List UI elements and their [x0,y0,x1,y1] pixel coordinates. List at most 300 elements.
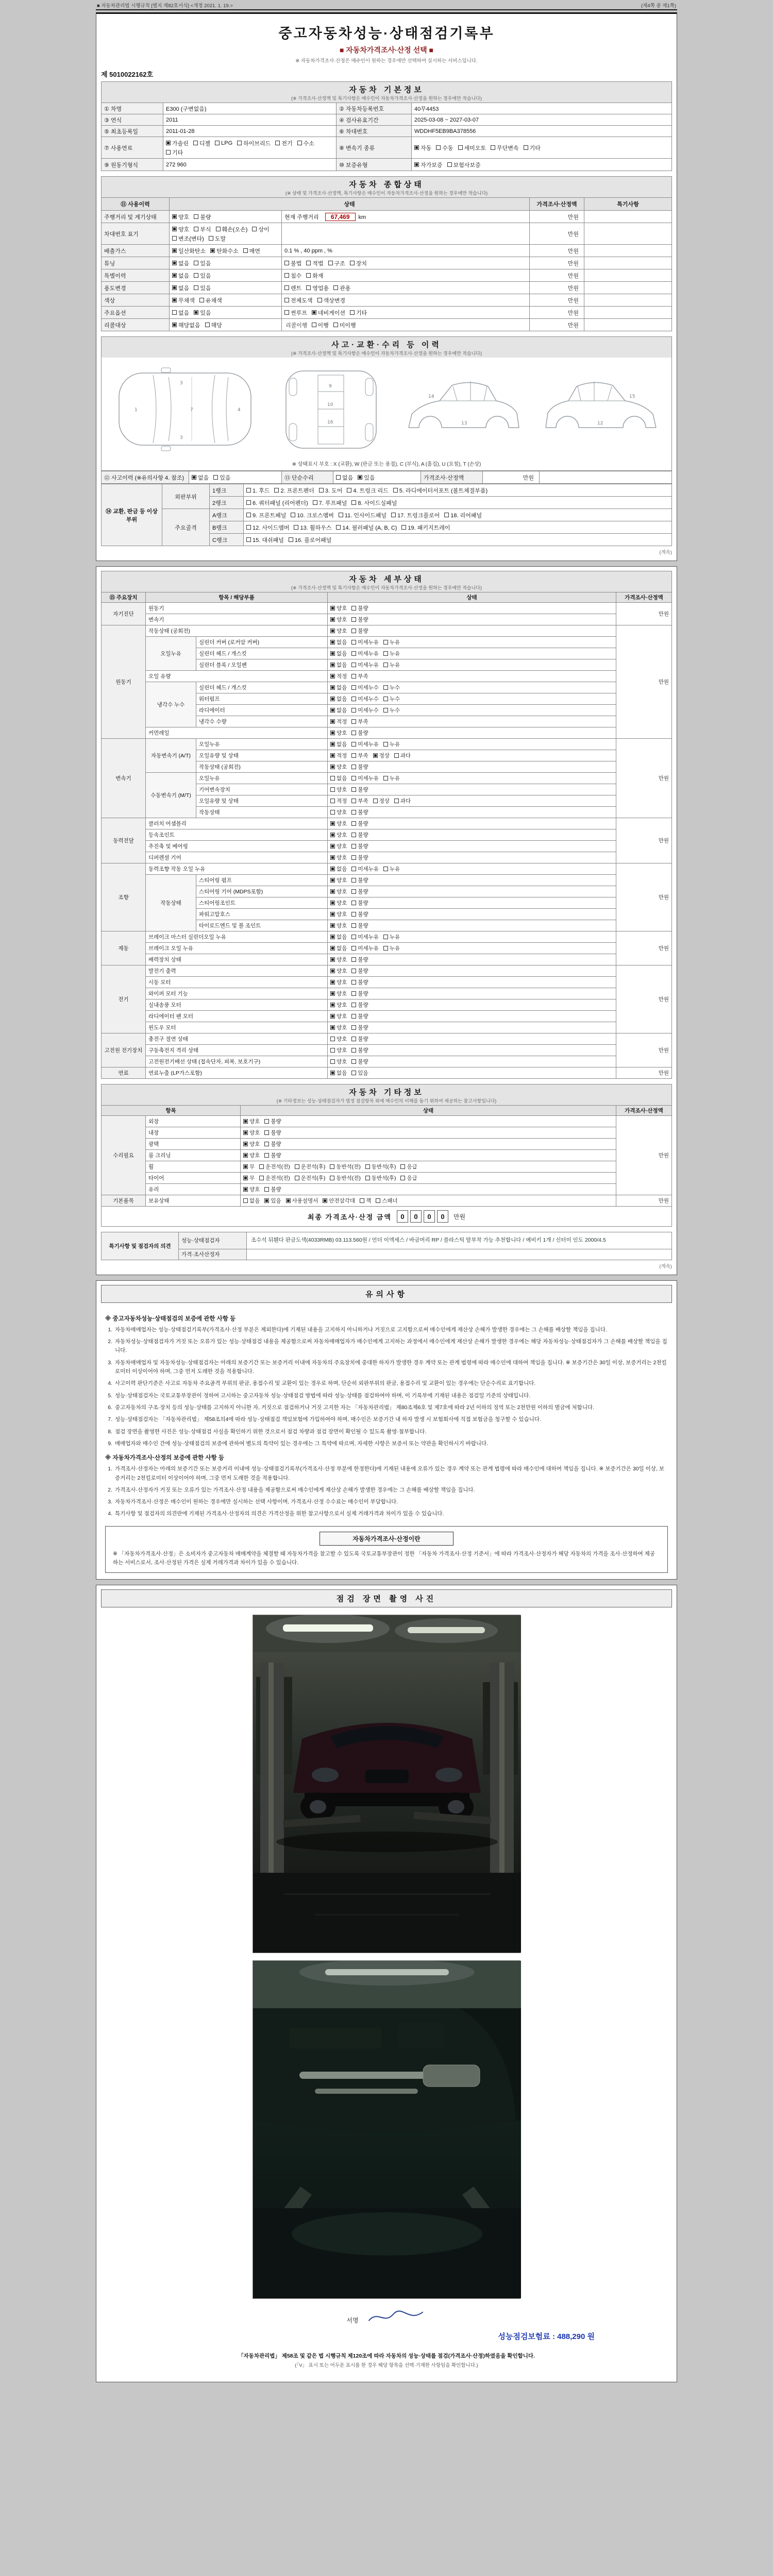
checkbox-icon[interactable] [339,513,343,517]
checkbox-option[interactable] [243,1197,260,1205]
checkbox-option[interactable] [313,499,347,507]
checkbox-icon[interactable] [275,141,280,145]
checkbox-icon[interactable] [264,1119,269,1124]
checkbox-option[interactable] [351,797,368,805]
checkbox-option[interactable] [306,272,323,280]
checkbox-option[interactable] [330,899,347,907]
checkbox-option[interactable] [351,854,368,861]
checkbox-option[interactable] [330,922,347,929]
checkbox-icon[interactable] [194,273,198,278]
checkbox-option[interactable] [383,684,400,691]
checkbox-icon[interactable] [172,227,177,231]
checkbox-option[interactable] [383,865,400,873]
checkbox-icon[interactable] [213,475,218,480]
checkbox-icon[interactable] [330,606,335,611]
checkbox-option[interactable] [330,729,347,737]
checkbox-option[interactable] [215,140,232,146]
checkbox-option[interactable] [330,1012,347,1020]
checkbox-icon[interactable] [330,901,335,905]
checkbox-icon[interactable] [264,1153,269,1158]
checkbox-icon[interactable] [383,663,388,667]
checkbox-option[interactable] [264,1197,281,1205]
checkbox-icon[interactable] [351,833,356,837]
checkbox-icon[interactable] [330,651,335,656]
checkbox-icon[interactable] [383,935,388,939]
checkbox-option[interactable] [350,309,367,317]
checkbox-option[interactable] [243,1151,260,1159]
checkbox-option[interactable] [205,321,222,329]
checkbox-option[interactable] [264,1117,281,1125]
checkbox-icon[interactable] [330,617,335,622]
checkbox-option[interactable] [330,650,347,657]
checkbox-icon[interactable] [358,475,362,480]
checkbox-option[interactable] [319,486,342,495]
checkbox-icon[interactable] [243,1153,248,1158]
checkbox-option[interactable] [246,536,284,544]
checkbox-icon[interactable] [172,323,177,327]
checkbox-option[interactable] [351,1012,368,1020]
checkbox-option[interactable] [351,910,368,918]
checkbox-icon[interactable] [330,1059,335,1064]
checkbox-icon[interactable] [330,753,335,758]
checkbox-icon[interactable] [351,1003,356,1007]
checkbox-icon[interactable] [243,1142,248,1146]
checkbox-option[interactable] [391,511,440,519]
checkbox-icon[interactable] [351,1048,356,1053]
checkbox-option[interactable] [351,604,368,612]
checkbox-icon[interactable] [351,991,356,996]
checkbox-icon[interactable] [297,141,302,145]
checkbox-option[interactable] [351,820,368,827]
checkbox-option[interactable] [330,1058,347,1065]
checkbox-icon[interactable] [172,273,177,278]
checkbox-icon[interactable] [330,821,335,826]
checkbox-icon[interactable] [284,285,289,290]
checkbox-icon[interactable] [383,867,388,871]
checkbox-option[interactable] [284,259,301,267]
checkbox-option[interactable] [351,944,379,952]
checkbox-option[interactable] [284,284,301,292]
checkbox-option[interactable] [351,808,368,816]
checkbox-option[interactable] [275,139,292,147]
checkbox-option[interactable] [383,944,400,952]
checkbox-icon[interactable] [351,674,356,679]
checkbox-option[interactable] [351,978,368,986]
checkbox-icon[interactable] [264,1142,269,1146]
checkbox-icon[interactable] [330,776,335,781]
checkbox-option[interactable] [351,695,379,703]
checkbox-icon[interactable] [383,697,388,701]
checkbox-icon[interactable] [246,488,251,493]
checkbox-option[interactable] [193,139,210,147]
checkbox-icon[interactable] [330,810,335,815]
checkbox-icon[interactable] [330,799,335,803]
checkbox-option[interactable] [259,1163,290,1171]
checkbox-icon[interactable] [264,1130,269,1135]
checkbox-option[interactable] [351,763,368,771]
checkbox-option[interactable] [243,1185,260,1193]
checkbox-option[interactable] [351,774,379,782]
checkbox-option[interactable] [365,1163,396,1171]
checkbox-option[interactable] [194,272,211,280]
checkbox-icon[interactable] [393,488,398,493]
checkbox-option[interactable] [284,309,307,317]
checkbox-option[interactable] [351,627,368,635]
checkbox-option[interactable] [330,956,347,963]
checkbox-icon[interactable] [246,513,251,517]
checkbox-option[interactable] [172,234,204,243]
checkbox-option[interactable] [194,225,211,233]
checkbox-option[interactable] [351,922,368,929]
checkbox-option[interactable] [330,718,347,725]
checkbox-icon[interactable] [351,708,356,713]
checkbox-icon[interactable] [383,776,388,781]
checkbox-option[interactable] [330,933,347,941]
checkbox-option[interactable] [243,1174,255,1182]
checkbox-option[interactable] [330,1035,347,1043]
checkbox-option[interactable] [330,740,347,748]
checkbox-icon[interactable] [264,1187,269,1192]
checkbox-icon[interactable] [243,1119,248,1124]
checkbox-option[interactable] [252,225,269,233]
checkbox-option[interactable] [246,499,308,507]
checkbox-icon[interactable] [365,1176,370,1180]
checkbox-option[interactable] [336,523,397,532]
checkbox-icon[interactable] [351,500,356,505]
checkbox-icon[interactable] [347,488,351,493]
checkbox-icon[interactable] [323,1198,327,1203]
checkbox-option[interactable] [351,967,368,975]
checkbox-icon[interactable] [330,946,335,951]
checkbox-option[interactable] [436,144,453,152]
checkbox-icon[interactable] [333,285,338,290]
checkbox-option[interactable] [172,225,189,233]
checkbox-option[interactable] [295,1163,326,1171]
checkbox-icon[interactable] [394,799,399,803]
checkbox-option[interactable] [330,763,347,771]
checkbox-icon[interactable] [252,227,257,231]
checkbox-option[interactable] [351,1035,368,1043]
checkbox-option[interactable] [330,786,347,793]
checkbox-option[interactable] [172,259,189,267]
checkbox-option[interactable] [351,1024,368,1031]
checkbox-icon[interactable] [246,525,251,530]
checkbox-option[interactable] [393,486,488,495]
checkbox-icon[interactable] [330,844,335,849]
checkbox-option[interactable] [330,1069,347,1077]
checkbox-option[interactable] [210,247,239,255]
checkbox-option[interactable] [330,604,347,612]
checkbox-icon[interactable] [351,799,356,803]
checkbox-icon[interactable] [330,663,335,667]
checkbox-icon[interactable] [351,821,356,826]
checkbox-icon[interactable] [351,980,356,985]
checkbox-icon[interactable] [391,513,396,517]
checkbox-option[interactable] [246,523,289,532]
checkbox-option[interactable] [376,1197,397,1205]
checkbox-icon[interactable] [274,488,279,493]
checkbox-icon[interactable] [330,833,335,837]
checkbox-icon[interactable] [172,285,177,290]
checkbox-option[interactable] [351,1069,368,1077]
checkbox-icon[interactable] [194,310,198,315]
checkbox-option[interactable] [351,1058,368,1065]
checkbox-option[interactable] [414,144,431,152]
checkbox-option[interactable] [351,899,368,907]
checkbox-icon[interactable] [319,488,324,493]
checkbox-option[interactable] [447,161,481,169]
checkbox-icon[interactable] [351,946,356,951]
checkbox-option[interactable] [264,1129,281,1137]
checkbox-option[interactable] [351,956,368,963]
checkbox-icon[interactable] [330,1014,335,1019]
checkbox-option[interactable] [330,978,347,986]
checkbox-icon[interactable] [330,1164,334,1169]
checkbox-option[interactable] [243,1163,255,1171]
checkbox-icon[interactable] [330,708,335,713]
checkbox-option[interactable] [264,1140,281,1148]
checkbox-option[interactable] [172,296,195,304]
checkbox-icon[interactable] [351,765,356,769]
checkbox-option[interactable] [351,661,379,669]
checkbox-icon[interactable] [306,285,311,290]
checkbox-icon[interactable] [330,935,335,939]
checkbox-icon[interactable] [351,753,356,758]
checkbox-icon[interactable] [243,1176,248,1180]
checkbox-icon[interactable] [351,810,356,815]
checkbox-option[interactable] [312,309,345,317]
checkbox-icon[interactable] [330,685,335,690]
checkbox-option[interactable] [246,486,270,495]
checkbox-icon[interactable] [330,889,335,894]
checkbox-option[interactable] [264,1151,281,1159]
checkbox-icon[interactable] [458,145,463,150]
checkbox-icon[interactable] [243,1198,248,1203]
checkbox-icon[interactable] [330,742,335,747]
checkbox-icon[interactable] [243,248,248,253]
checkbox-icon[interactable] [284,298,289,302]
checkbox-icon[interactable] [350,261,355,265]
checkbox-icon[interactable] [330,1037,335,1041]
checkbox-option[interactable] [172,213,189,221]
checkbox-icon[interactable] [289,537,293,542]
checkbox-option[interactable] [383,661,400,669]
checkbox-icon[interactable] [351,606,356,611]
checkbox-option[interactable] [330,910,347,918]
checkbox-option[interactable] [330,638,347,646]
checkbox-option[interactable] [351,990,368,997]
checkbox-icon[interactable] [330,912,335,917]
checkbox-option[interactable] [216,225,248,233]
checkbox-option[interactable] [351,499,397,507]
checkbox-icon[interactable] [172,261,177,265]
checkbox-icon[interactable] [166,150,171,155]
checkbox-option[interactable] [360,1197,371,1205]
checkbox-option[interactable] [317,296,346,304]
checkbox-option[interactable] [330,820,347,827]
checkbox-icon[interactable] [194,285,198,290]
checkbox-option[interactable] [401,523,450,532]
checkbox-option[interactable] [333,284,350,292]
checkbox-option[interactable] [323,1197,355,1205]
checkbox-option[interactable] [524,144,541,152]
checkbox-icon[interactable] [172,298,177,302]
checkbox-icon[interactable] [401,525,406,530]
checkbox-option[interactable] [383,695,400,703]
checkbox-option[interactable] [194,284,211,292]
checkbox-icon[interactable] [172,236,177,241]
checkbox-icon[interactable] [317,298,322,302]
checkbox-icon[interactable] [306,261,311,265]
checkbox-option[interactable] [172,309,189,317]
checkbox-icon[interactable] [330,640,335,645]
checkbox-icon[interactable] [351,912,356,917]
checkbox-icon[interactable] [330,731,335,735]
checkbox-option[interactable] [491,144,519,152]
checkbox-icon[interactable] [194,214,198,219]
checkbox-option[interactable] [289,536,331,544]
checkbox-option[interactable] [394,752,411,759]
checkbox-option[interactable] [194,213,211,221]
checkbox-option[interactable] [351,616,368,623]
checkbox-icon[interactable] [243,1164,248,1169]
checkbox-option[interactable] [330,854,347,861]
checkbox-icon[interactable] [330,719,335,724]
checkbox-icon[interactable] [330,991,335,996]
checkbox-icon[interactable] [351,901,356,905]
checkbox-icon[interactable] [312,323,316,327]
checkbox-option[interactable] [330,695,347,703]
checkbox-icon[interactable] [351,685,356,690]
checkbox-icon[interactable] [246,537,251,542]
checkbox-icon[interactable] [351,957,356,962]
checkbox-icon[interactable] [351,697,356,701]
checkbox-icon[interactable] [351,719,356,724]
checkbox-option[interactable] [330,1174,361,1182]
checkbox-option[interactable] [351,638,379,646]
checkbox-icon[interactable] [383,708,388,713]
checkbox-option[interactable] [350,259,367,267]
checkbox-icon[interactable] [330,969,335,973]
checkbox-option[interactable] [330,661,347,669]
checkbox-icon[interactable] [284,261,289,265]
checkbox-icon[interactable] [295,1164,299,1169]
checkbox-option[interactable] [172,321,200,329]
checkbox-option[interactable] [294,523,331,532]
checkbox-option[interactable] [330,672,347,680]
checkbox-icon[interactable] [351,629,356,633]
checkbox-icon[interactable] [330,957,335,962]
checkbox-option[interactable] [333,321,356,329]
checkbox-icon[interactable] [351,640,356,645]
checkbox-option[interactable] [351,684,379,691]
checkbox-option[interactable] [194,309,211,317]
checkbox-icon[interactable] [286,1198,291,1203]
checkbox-icon[interactable] [333,323,338,327]
checkbox-option[interactable] [383,933,400,941]
checkbox-icon[interactable] [330,1071,335,1075]
checkbox-option[interactable] [351,672,368,680]
checkbox-option[interactable] [306,259,323,267]
checkbox-option[interactable] [330,967,347,975]
checkbox-icon[interactable] [264,1198,269,1203]
checkbox-option[interactable] [383,706,400,714]
checkbox-icon[interactable] [351,969,356,973]
checkbox-icon[interactable] [330,1048,335,1053]
checkbox-option[interactable] [400,1174,417,1182]
checkbox-icon[interactable] [351,844,356,849]
checkbox-option[interactable] [166,148,183,157]
checkbox-icon[interactable] [312,310,316,315]
checkbox-icon[interactable] [246,500,251,505]
checkbox-option[interactable] [330,627,347,635]
checkbox-icon[interactable] [351,1014,356,1019]
checkbox-icon[interactable] [376,1198,380,1203]
checkbox-icon[interactable] [351,731,356,735]
checkbox-icon[interactable] [351,889,356,894]
checkbox-option[interactable] [351,786,368,793]
checkbox-icon[interactable] [205,323,210,327]
checkbox-icon[interactable] [351,1025,356,1030]
checkbox-option[interactable] [172,284,189,292]
checkbox-option[interactable] [351,933,379,941]
checkbox-icon[interactable] [360,1198,364,1203]
checkbox-icon[interactable] [351,1071,356,1075]
checkbox-option[interactable] [259,1174,290,1182]
checkbox-option[interactable] [351,1001,368,1009]
checkbox-icon[interactable] [436,145,441,150]
checkbox-icon[interactable] [194,261,198,265]
checkbox-option[interactable] [330,774,347,782]
checkbox-option[interactable] [243,1117,260,1125]
checkbox-option[interactable] [237,139,271,147]
checkbox-option[interactable] [351,718,368,725]
checkbox-icon[interactable] [194,227,198,231]
checkbox-icon[interactable] [284,273,289,278]
checkbox-icon[interactable] [336,525,341,530]
checkbox-option[interactable] [330,831,347,839]
checkbox-option[interactable] [351,888,368,895]
checkbox-icon[interactable] [351,935,356,939]
checkbox-option[interactable] [383,638,400,646]
checkbox-option[interactable] [274,486,314,495]
checkbox-option[interactable] [312,321,329,329]
checkbox-icon[interactable] [414,162,419,167]
checkbox-icon[interactable] [383,651,388,656]
checkbox-icon[interactable] [351,923,356,928]
checkbox-option[interactable] [306,284,329,292]
checkbox-icon[interactable] [330,697,335,701]
checkbox-option[interactable] [330,865,347,873]
checkbox-icon[interactable] [383,640,388,645]
checkbox-option[interactable] [243,1129,260,1137]
checkbox-option[interactable] [295,1174,326,1182]
checkbox-option[interactable] [194,259,211,267]
checkbox-option[interactable] [351,1046,368,1054]
checkbox-icon[interactable] [294,525,298,530]
checkbox-icon[interactable] [172,248,177,253]
checkbox-option[interactable] [330,944,347,952]
checkbox-option[interactable] [373,752,390,759]
checkbox-option[interactable] [347,486,388,495]
checkbox-icon[interactable] [330,765,335,769]
checkbox-icon[interactable] [383,685,388,690]
checkbox-option[interactable] [330,1001,347,1009]
checkbox-icon[interactable] [351,867,356,871]
checkbox-option[interactable] [209,234,226,243]
checkbox-option[interactable] [400,1163,417,1171]
checkbox-option[interactable] [330,752,347,759]
